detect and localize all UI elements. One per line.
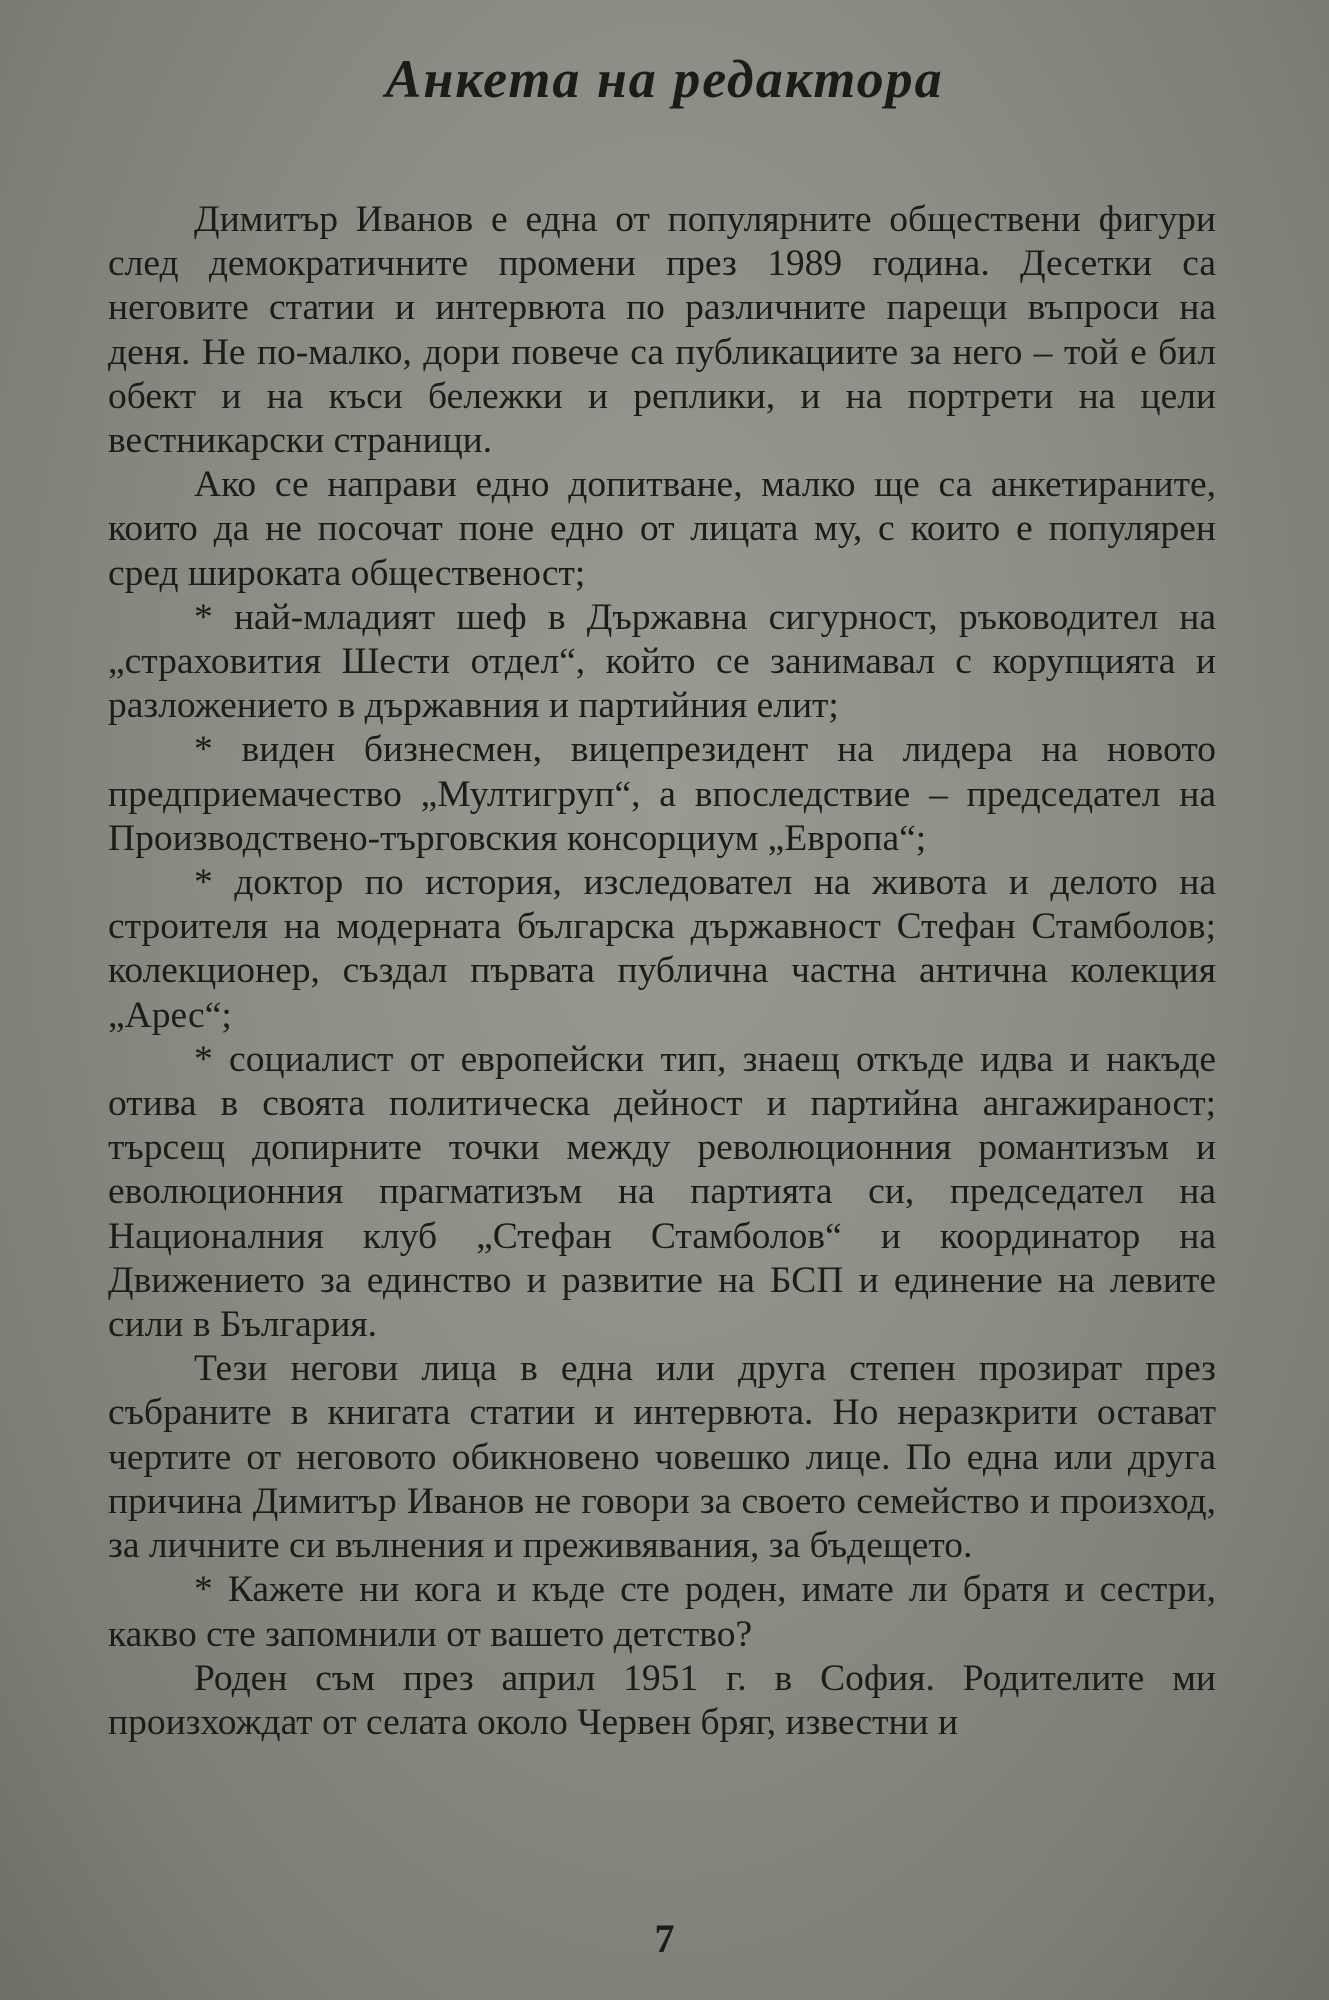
page-number: 7: [654, 1916, 675, 1961]
paragraph-item-businessman: * виден бизнесмен, вицепрезидент на лидера на новото предприемачество „Мултигруп“, а впоследствие – председател на Производствено-търговския консорциум „Европа“;: [108, 729, 1216, 859]
paragraph-hidden-face: Тези негови лица в една или друга степен прозират през събраните в книгата статии и интервюта. Но неразкрити остават чертите от неговото обикновено човешко лице. По една или друга причина Димитър Иванов не говори за своето семейство и произход, за личните си вълнения и преживявания, за бъдещето.: [108, 1348, 1216, 1567]
paragraph-answer: Роден съм през април 1951 г. в София. Родителите ми произхождат от селата около Червен бряг, известни и: [108, 1657, 1216, 1743]
paragraph-survey: Ако се направи едно допитване, малко ще са анкетираните, които да не посочат поне едно от лицата му, с които е популярен сред широката общественост;: [108, 464, 1216, 594]
paragraph-item-historian: * доктор по история, изследовател на живота и делото на строителя на модерната българска държавност Стефан Стамболов; колекционер, създал първата публична частна антична колекция „Арес“;: [108, 862, 1216, 1036]
page-title: Анкета на редактора: [385, 49, 944, 109]
paragraph-item-socialist: * социалист от европейски тип, знаещ откъде идва и накъде отива в своята политическа дейност и партийна ангажираност; търсещ допирните точки между революционния романтизъм и еволюционния прагматизъм на партията си, председател на Националния клуб „Стефан Стамболов“ и координатор на Движението за единство и развитие на БСП и единение на левите сили в България.: [108, 1038, 1216, 1346]
paragraph-intro: Димитър Иванов е една от популярните обществени фигури след демократичните промени през 1989 година. Десетки са неговите статии и интервюта по различните парещи въпроси на деня. Не по-малко, дори повече са публикациите за него – той е бил обект и на къси бележки и реплики, и на портрети на цели вестникарски страници.: [108, 199, 1216, 462]
paragraph-question: * Кажете ни кога и къде сте роден, имате ли братя и сестри, какво сте запомнили от вашето детство?: [108, 1569, 1216, 1655]
page-body: [108, 198, 1216, 1745]
paragraph-item-state-security: * най-младият шеф в Държавна сигурност, ръководител на „страховития Шести отдел“, който се занимавал с корупцията и разложението в държавния и партийния елит;: [108, 596, 1216, 727]
